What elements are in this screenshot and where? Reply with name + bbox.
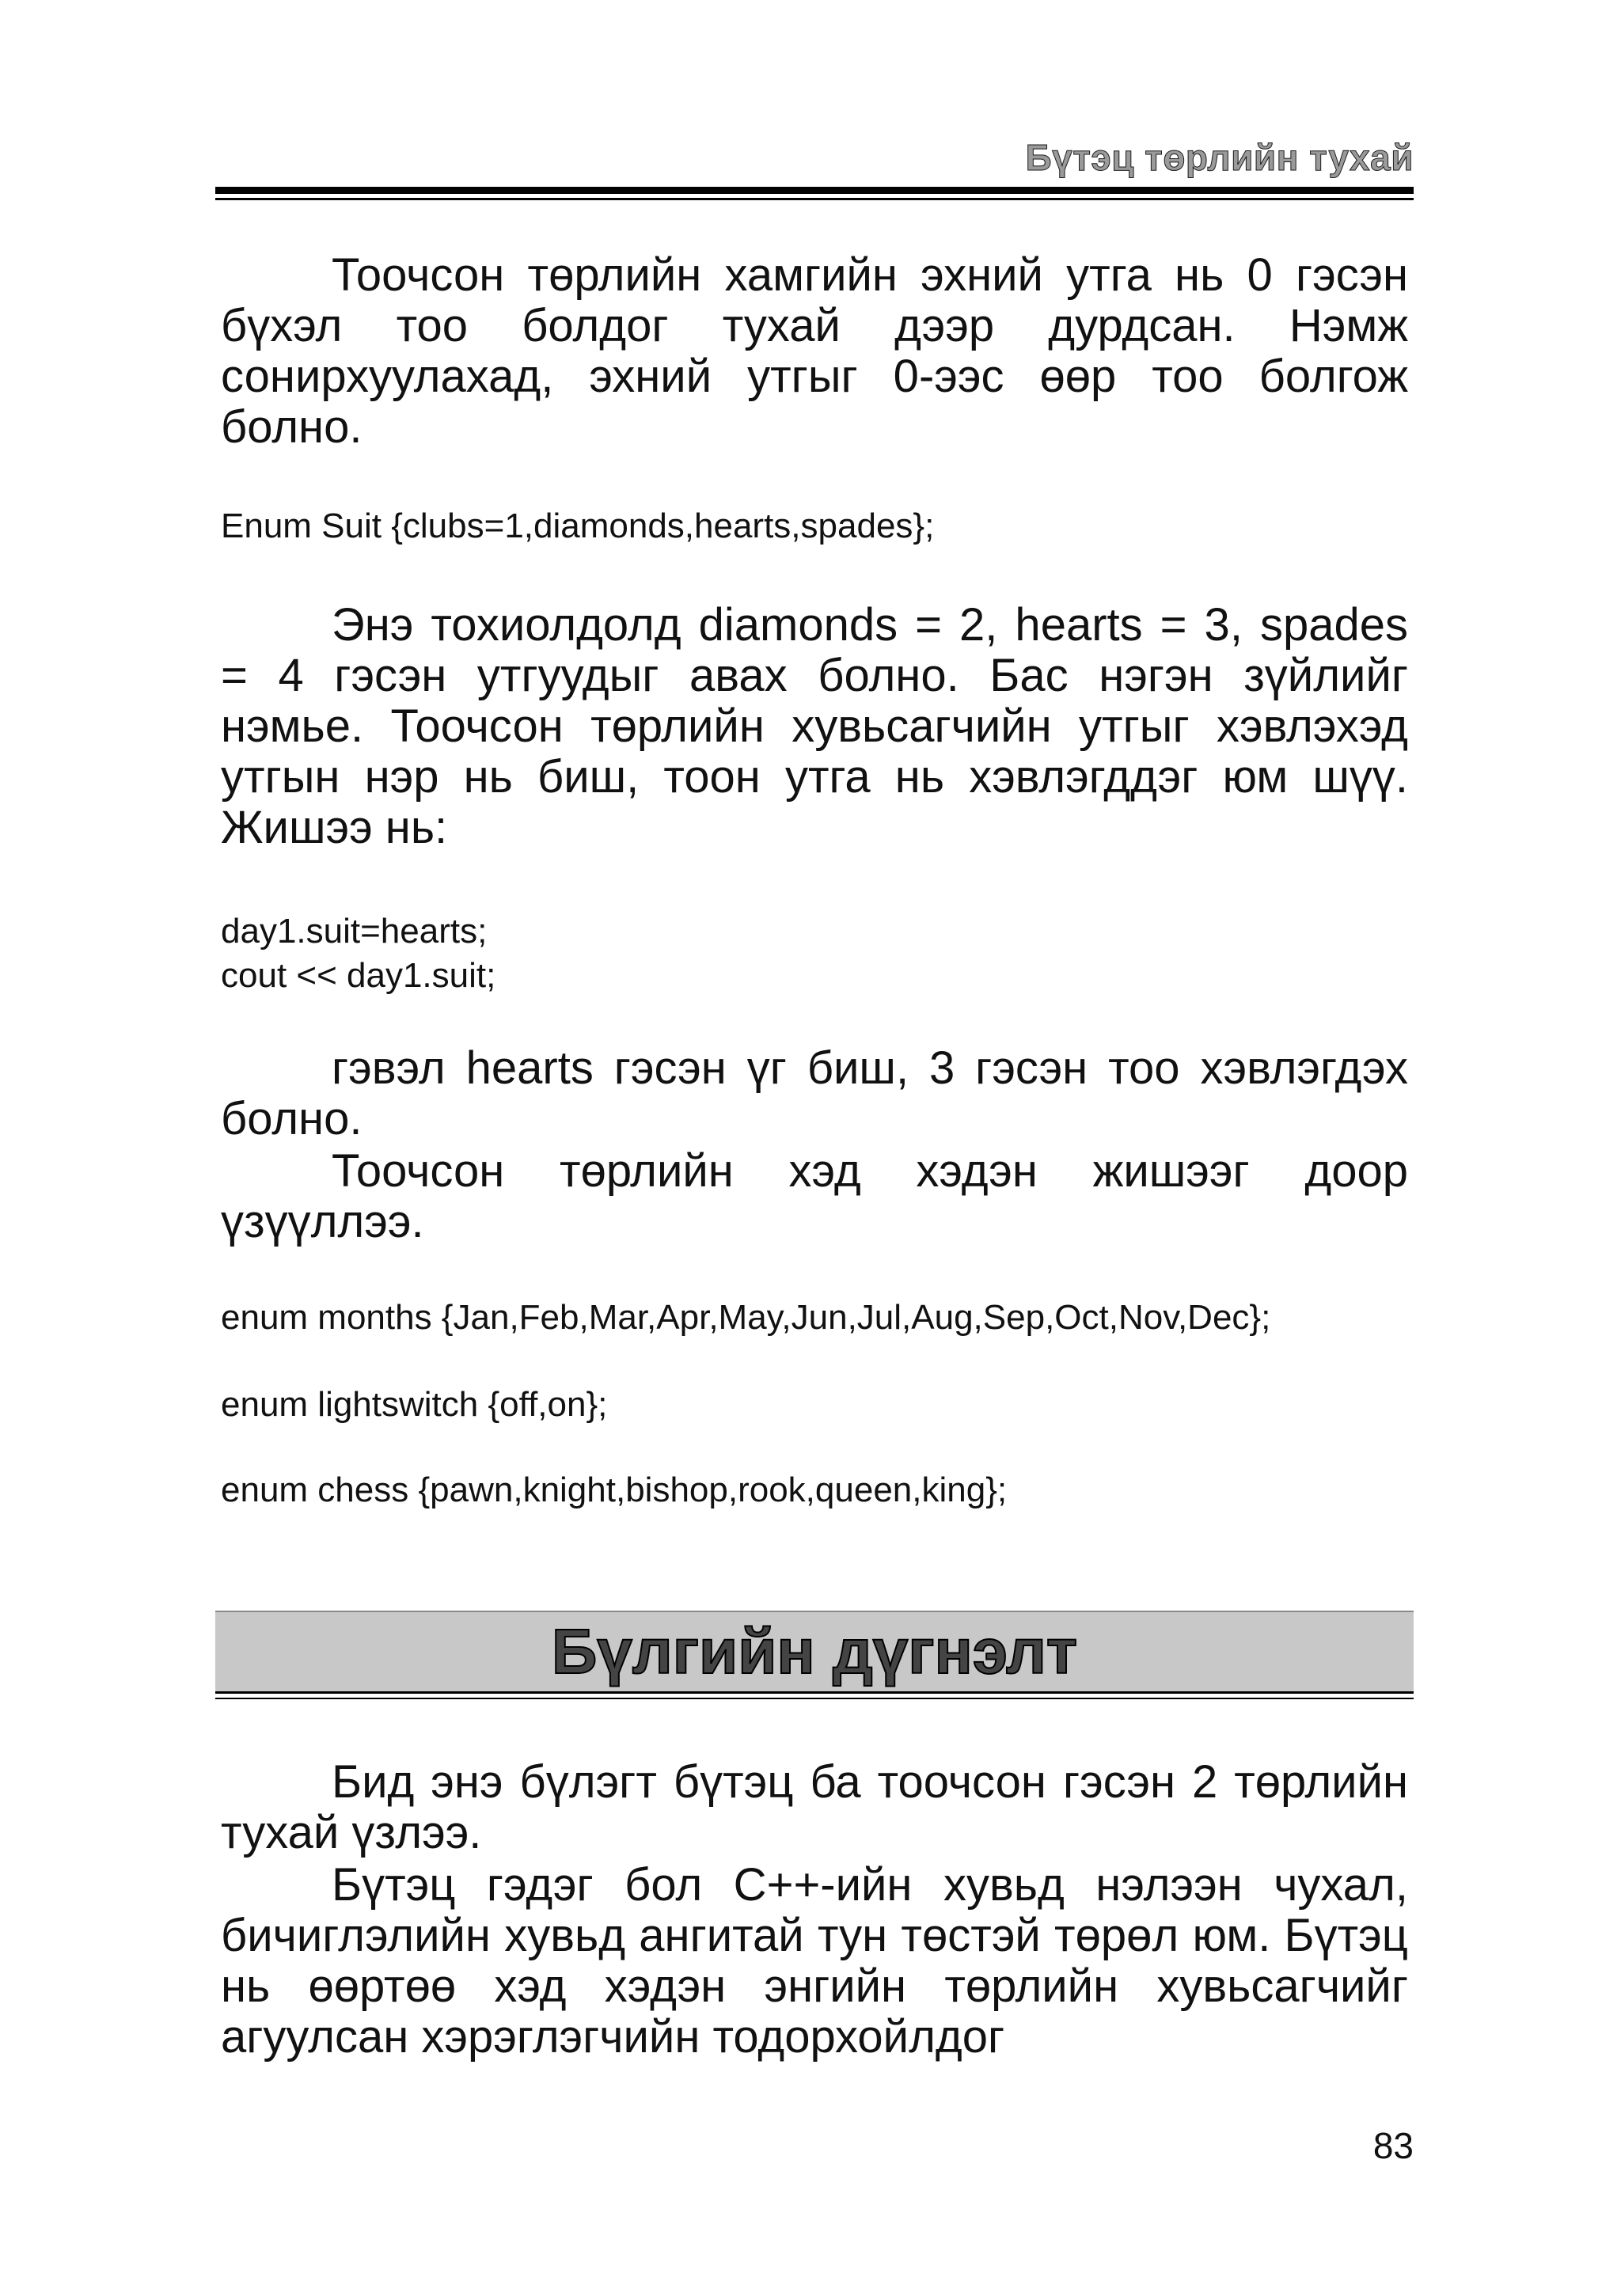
page-number: 83 [1372,2125,1414,2166]
paragraph-prints-number: гэвэл hearts гэсэн үг биш, 3 гэсэн тоо хэвлэгдэх болно. [221,1042,1408,1144]
paragraph-enum-values: Энэ тохиолдолд diamonds = 2, hearts = 3, spades = 4 гэсэн утгуудыг авах болно. Бас нэгэн зүйлийг нэмье. Тоочсон төрлийн хувьсагчийн утгыг хэвлэхэд утгын нэр нь биш, тоон утга нь хэвлэгддэг юм шүү. Жишээ нь: [221,599,1408,853]
code-enum-chess: enum chess {pawn,knight,bishop,rook,queen,king}; [221,1471,1008,1509]
section-rule-thin [215,1698,1414,1699]
code-enum-lightswitch: enum lightswitch {off,on}; [221,1385,608,1424]
code-enum-months: enum months {Jan,Feb,Mar,Apr,May,Jun,Jul,Aug,Sep,Oct,Nov,Dec}; [221,1298,1271,1337]
code-line-cout: cout << day1.suit; [221,956,496,995]
running-header: Бүтэц төрлийн тухай [1025,137,1414,178]
code-line-assign: day1.suit=hearts; [221,912,488,951]
paragraph-summary-intro: Бид энэ бүлэгт бүтэц ба тоочсон гэсэн 2 төрлийн тухай үзлээ. [221,1756,1408,1858]
header-rule [215,187,1414,194]
paragraph-enum-initial-value: Тоочсон төрлийн хамгийн эхний утга нь 0 гэсэн бүхэл тоо болдог тухай дээр дурдсан. Нэмж сонирхуулахад, эхний утгыг 0-ээс өөр тоо болгож болно. [221,249,1408,453]
section-rule [215,1691,1414,1694]
paragraph-summary-struct: Бүтэц гэдэг бол C++-ийн хувьд нэлээн чухал, бичиглэлийн хувьд ангитай тун төстэй төрөл юм. Бүтэц нь өөртөө хэд хэдэн энгийн төрлийн хувьсагчийг агуулсан хэрэглэгчийн тодорхойлдог [221,1859,1408,2063]
paragraph-examples-intro: Тоочсон төрлийн хэд хэдэн жишээг доор үзүүллээ. [221,1145,1408,1247]
section-title: Бүлгийн дүгнэлт [551,1616,1078,1687]
section-heading-band [215,1611,1414,1691]
header-rule-thin [215,198,1414,200]
code-enum-suit: Enum Suit {clubs=1,diamonds,hearts,spades}; [221,507,935,545]
